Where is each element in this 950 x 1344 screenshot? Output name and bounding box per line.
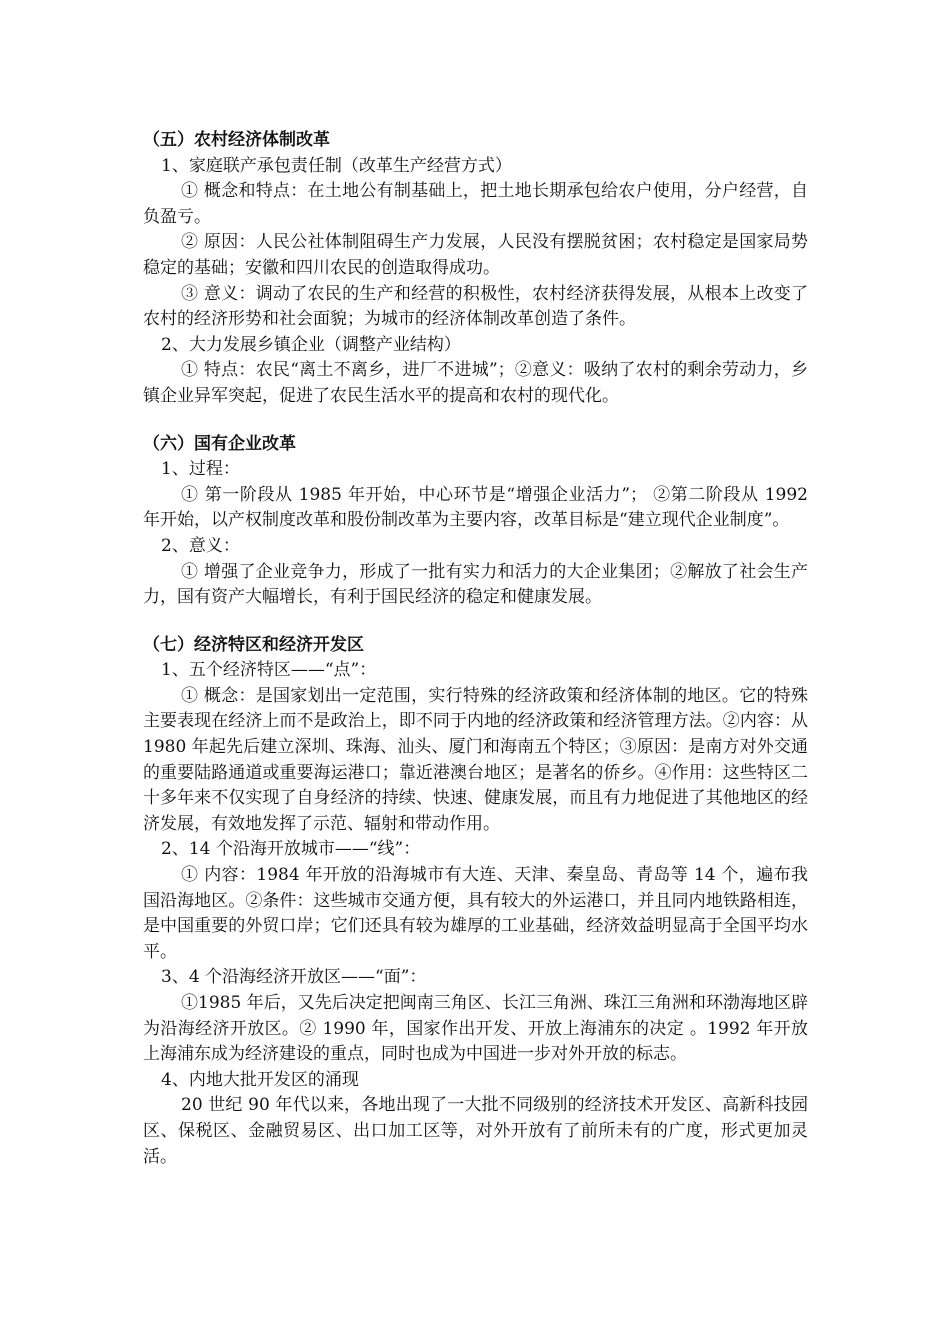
subheading: 3、4 个沿海经济开放区——“面”：: [161, 967, 427, 988]
paragraph: ① 概念和特点：在土地公有制基础上，把土地长期承包给农户使用，分户经营，自负盈亏。: [143, 181, 808, 227]
paragraph: ② 原因：人民公社体制阻碍生产力发展，人民没有摆脱贫困；农村稳定是国家局势稳定的基础；安徽和四川农民的创造取得成功。: [143, 232, 808, 278]
subheading: 2、意义：: [161, 535, 240, 556]
section-rural-reform: [143, 128, 808, 410]
section-heading: （七）经济特区和经济开发区: [143, 634, 364, 655]
subheading: 1、五个经济特区——“点”：: [161, 660, 377, 681]
subheading: 2、大力发展乡镇企业（调整产业结构）: [161, 334, 461, 355]
paragraph: ③ 意义：调动了农民的生产和经营的积极性，农村经济获得发展，从根本上改变了农村的经济形势和社会面貌；为城市的经济体制改革创造了条件。: [143, 283, 808, 330]
section-heading: （五）农村经济体制改革: [143, 130, 330, 150]
paragraph: ①1985 年后，又先后决定把闽南三角区、长江三角洲、珠江三角洲和环渤海地区辟为沿海经济开放区。② 1990 年，国家作出开发、开放上海浦东的决定 。1992 年开放上海浦东成为经济建设的重点，同时也成为中国进一步对外开放的标志。: [143, 993, 808, 1065]
paragraph: ① 增强了企业竞争力，形成了一批有实力和活力的大企业集团；②解放了社会生产力，国有资产大幅增长，有利于国民经济的稳定和健康发展。: [143, 561, 808, 608]
paragraph: ① 特点：农民“离土不离乡，进厂不进城”；②意义：吸纳了农村的剩余劳动力，乡镇企业异军突起，促进了农民生活水平的提高和农村的现代化。: [143, 360, 808, 406]
paragraph: ① 概念：是国家划出一定范围，实行特殊的经济政策和经济体制的地区。它的特殊主要表现在经济上而不是政治上，即不同于内地的经济政策和经济管理方法。②内容：从 1980 年起先后建立深圳、珠海、汕头、厦门和海南五个特区；③原因：是南方对外交通的重要陆路通道或重要海运港口；靠近港澳台地区；是著名的侨乡。④作用：这些特区二十多年来不仅实现了自身经济的持续、快速、健康发展，而且有力地促进了其他地区的经济发展，有效地发挥了示范、辐射和带动作用。: [143, 685, 808, 834]
subheading: 1、家庭联产承包责任制（改革生产经营方式）: [161, 155, 512, 176]
document-page: [143, 128, 808, 1170]
section-economic-zones: [143, 633, 808, 1170]
paragraph: 20 世纪 90 年代以来，各地出现了一大批不同级别的经济技术开发区、高新科技园区、保税区、金融贸易区、出口加工区等，对外开放有了前所未有的广度，形式更加灵活。: [143, 1095, 808, 1167]
subheading: 1、过程：: [161, 459, 240, 480]
subheading: 4、内地大批开发区的涌现: [161, 1069, 359, 1090]
paragraph: ① 内容：1984 年开放的沿海城市有大连、天津、秦皇岛、青岛等 14 个，遍布我国沿海地区。②条件：这些城市交通方便，具有较大的外运港口，并且同内地铁路相连，是中国重要的外贸口岸；它们还具有较为雄厚的工业基础，经济效益明显高于全国平均水平。: [143, 865, 808, 962]
subheading: 2、14 个沿海开放城市——“线”：: [161, 839, 421, 860]
section-soe-reform: [143, 432, 808, 611]
section-heading: （六）国有企业改革: [143, 433, 296, 454]
paragraph: ① 第一阶段从 1985 年开始，中心环节是“增强企业活力”； ②第二阶段从 1992 年开始，以产权制度改革和股份制改革为主要内容，改革目标是“建立现代企业制度”。: [143, 484, 808, 531]
